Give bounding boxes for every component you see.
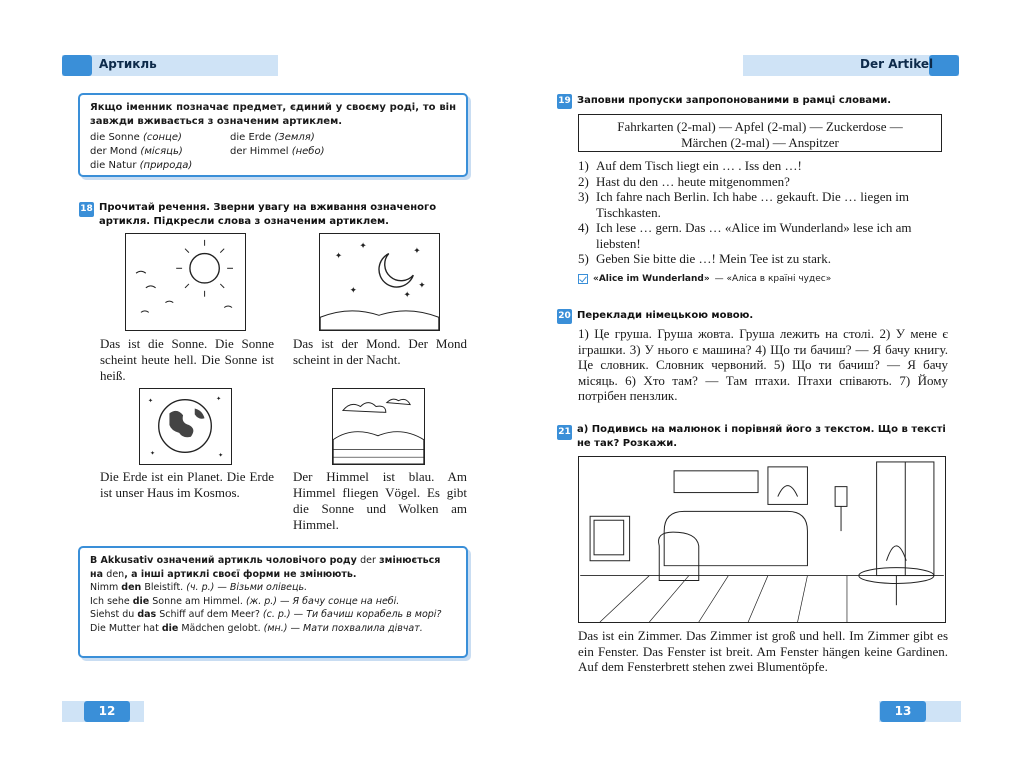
- svg-text:✦: ✦: [349, 285, 357, 296]
- word-item: der Himmel (небо): [230, 146, 325, 157]
- page-title: Артикль: [99, 57, 157, 71]
- word-bank: Fahrkarten (2-mal) — Apfel (2-mal) — Zuckerdose — Märchen (2-mal) — Anspitzer: [578, 114, 942, 152]
- caption: Das ist die Sonne. Die Sonne scheint heute hell. Die Sonne ist heiß.: [100, 336, 274, 383]
- info-text: Якщо іменник позначає предмет, єдиний у своєму роді, то він завжди вживається з означеним артиклем.: [90, 102, 456, 127]
- rule-example: Siehst du das Schiff auf dem Meer? (с. р.) — Ти бачиш корабель в морі?: [90, 609, 442, 620]
- caption: Der Himmel ist blau. Am Himmel fliegen Vögel. Es gibt die Sonne und Wolken am Himmel.: [293, 469, 467, 532]
- svg-text:✦: ✦: [218, 453, 224, 460]
- caption: Die Erde ist ein Planet. Die Erde ist unser Haus im Kosmos.: [100, 469, 274, 500]
- header-tab: [929, 55, 959, 76]
- info-box: [78, 93, 468, 177]
- exercise-text: Das ist ein Zimmer. Das Zimmer ist groß und hell. Im Zimmer gibt es ein Fenster. Das Fenster ist breit. Am Fenster hängen keine Gardinen. Auf dem Fensterbrett stehen zwei Blumentöpfe.: [578, 628, 948, 674]
- page-number: 13: [880, 701, 926, 722]
- exercise-instruction: Прочитай речення. Зверни увагу на вживання означеного артикля. Підкресли слова з означеним артиклем.: [99, 202, 437, 227]
- exercise-items: [578, 158, 948, 267]
- check-icon: [578, 274, 588, 284]
- list-item: 4) Ich lese … gern. Das … «Alice im Wunderland» lese ich am liebsten!: [578, 220, 912, 251]
- svg-text:✦: ✦: [359, 241, 367, 252]
- header-tab: [62, 55, 92, 76]
- svg-text:✦: ✦: [418, 280, 426, 291]
- svg-text:✦: ✦: [413, 246, 421, 257]
- list-item: 2) Hast du den … heute mitgenommen?: [578, 173, 790, 189]
- exercise-number: 18: [79, 202, 94, 217]
- sky-picture: [332, 388, 425, 465]
- exercise-instruction: Переклади німецькою мовою.: [577, 310, 754, 321]
- caption: Das ist der Mond. Der Mond scheint in der Nacht.: [293, 336, 467, 367]
- header-bar: [62, 55, 278, 76]
- rule-box: [78, 546, 468, 658]
- list-item: 5) Geben Sie bitte die …! Mein Tee ist zu stark.: [578, 251, 831, 266]
- list-item: 1) Auf dem Tisch liegt ein … . Iss den …!: [578, 158, 802, 173]
- exercise-number: 21: [557, 425, 572, 440]
- exercise-number: 19: [557, 94, 572, 109]
- word-list: [90, 131, 456, 173]
- rule-example: Nimm den Bleistift. (ч. р.) — Візьми олівець.: [90, 582, 308, 593]
- svg-text:✦: ✦: [216, 396, 222, 403]
- word-item: die Natur (природа): [90, 160, 193, 171]
- earth-picture: [139, 388, 232, 465]
- svg-text:✦: ✦: [403, 290, 411, 301]
- word-item: die Sonne (сонце): [90, 132, 182, 143]
- svg-text:✦: ✦: [149, 451, 155, 458]
- page-number: 12: [84, 701, 130, 722]
- rule-example: Die Mutter hat die Mädchen gelobt. (мн.) — Мати похвалила дівчат.: [90, 622, 423, 634]
- note: «Alice im Wunderland» — «Аліса в країні чудес»: [578, 274, 831, 284]
- word-item: der Mond (місяць): [90, 146, 183, 157]
- svg-text:✦: ✦: [334, 251, 343, 262]
- exercise-instruction: Заповни пропуски запропонованими в рамці словами.: [577, 95, 892, 106]
- svg-text:✦: ✦: [148, 398, 153, 405]
- moon-picture: [319, 233, 440, 331]
- word-item: die Erde (Земля): [230, 132, 315, 143]
- exercise-number: 20: [557, 309, 572, 324]
- exercise-text: 1) Це груша. Груша жовта. Груша лежить на столі. 2) У мене є іграшки. 3) У нього є машина? 4) Що ти бачиш? — Я бачу книгу. Це словник. Словник червоний. 5) Що ти бачиш? — Я бачу місяць. 6) Хто там? — Там птахи. Птахи співають. 7) Йому потрібен пензлик.: [578, 326, 948, 403]
- sun-picture: [125, 233, 246, 331]
- exercise-instruction: а) Подивись на малюнок і порівняй його з текстом. Що в тексті не так? Розкажи.: [577, 424, 946, 449]
- list-item: 3) Ich fahre nach Berlin. Ich habe … gekauft. Die … liegen im Tischkasten.: [578, 189, 909, 220]
- rule-text: В Akkusativ означений артикль чоловічого роду der змінюється на den, а інші артиклі своєї форми не змінюють.: [90, 555, 441, 580]
- right-page: [512, 0, 1024, 768]
- rule-example: Ich sehe die Sonne am Himmel. (ж. р.) — Я бачу сонце на небі.: [90, 595, 400, 607]
- room-picture: [578, 456, 946, 623]
- page-title: Der Artikel: [860, 57, 934, 71]
